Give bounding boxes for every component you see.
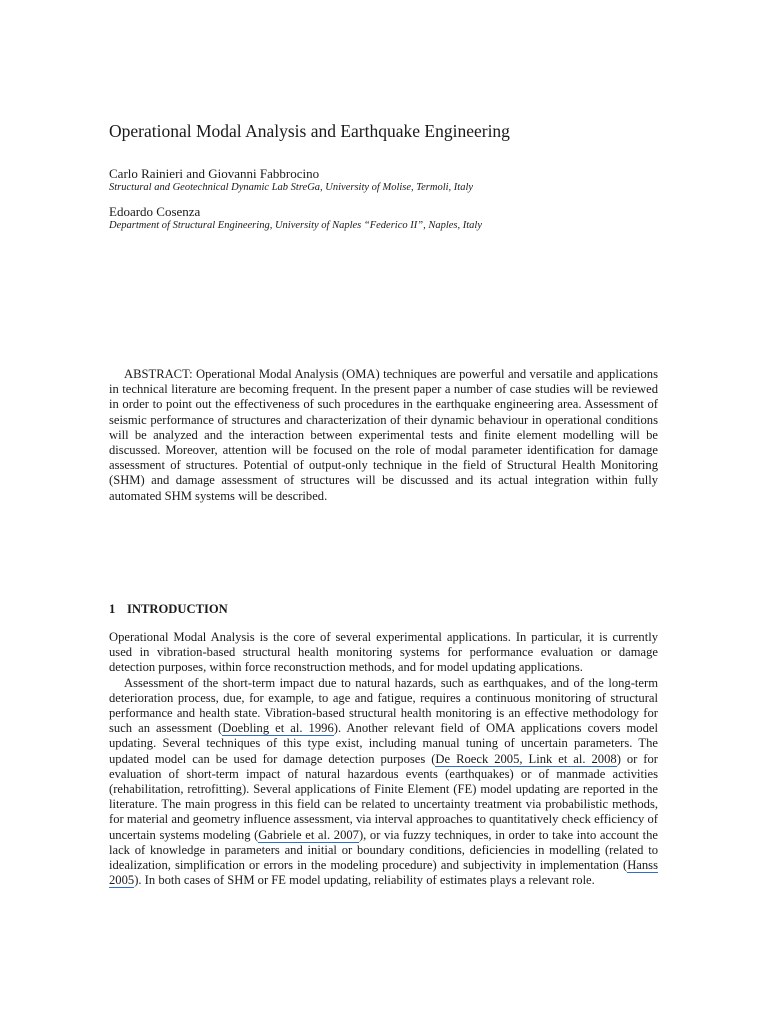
affiliation-line-2: Department of Structural Engineering, University of Naples “Federico II”, Naples, Italy [109,220,482,231]
introduction-body [109,630,658,888]
citation-link-deroeck-link[interactable]: De Roeck 2005, Link et al. 2008 [435,751,617,766]
citation-link-doebling[interactable]: Doebling et al. 1996 [222,721,334,736]
intro-text: ). Another relevant field of OMA applications covers model updating. Several techniques of this type exist, including manual tuning of uncertain parameters. The updated model can be used for damage detection purposes ( [109,721,658,766]
intro-text: Assessment of the short-term impact due to natural hazards, such as earthquakes, and of the long-term deterioration process, due, for example, to age and fatigue, requires a continuous monitoring of structural performance and health state. Vibration-based structural health monitoring is an effective methodology for such an assessment ( [109,675,658,736]
intro-text: ) or for evaluation of short-term impact of natural hazardous events (earthquakes) or of manmade activities (rehabilitation, retrofitting). Several applications of Finite Element (FE) model updating are reported in the literature. The main progress in this field can be related to uncertainty treatment via probabilistic methods, for material and geometry influence assessment, via interval approaches to quantitatively check efficiency of uncertain systems modeling ( [109,751,658,842]
author-line-2: Edoardo Cosenza [109,204,201,219]
citation-link-hanss[interactable]: Hanss 2005 [109,858,658,888]
paper-title: Operational Modal Analysis and Earthquake Engineering [109,121,510,141]
intro-paragraph-1: Operational Modal Analysis is the core of several experimental applications. In particular, it is currently used in vibration-based structural health monitoring systems for performance evaluation or damage detection purposes, within force reconstruction methods, and for model updating applications. [109,630,658,675]
author-line-1: Carlo Rainieri and Giovanni Fabbrocino [109,166,320,181]
abstract: ABSTRACT: Operational Modal Analysis (OMA) techniques are powerful and versatile and applications in technical literature are becoming frequent. In the present paper a number of case studies will be reviewed in order to point out the effectiveness of such procedures in the earthquake engineering area. Assessment of seismic performance of structures and characterization of their dynamic behaviour in operational conditions will be analyzed and the interaction between experimental tests and finite element modelling will be discussed. Moreover, attention will be focused on the role of modal parameter identification for damage assessment of structures. Potential of output-only technique in the field of Structural Health Monitoring (SHM) and damage assessment of structures will be discussed and its actual integration within fully automated SHM systems will be described. [109,367,658,503]
section-heading [109,602,228,617]
intro-paragraph-2 [109,676,658,889]
citation-link-gabriele[interactable]: Gabriele et al. 2007 [258,827,359,842]
section-title: INTRODUCTION [127,602,228,616]
affiliation-line-1: Structural and Geotechnical Dynamic Lab StreGa, University of Molise, Termoli, Italy [109,182,474,193]
intro-text: ), or via fuzzy techniques, in order to take into account the lack of knowledge in parameters and initial or boundary conditions, deficiencies in modelling (related to idealization, simplification or errors in the modeling procedure) and subjectivity in implementation ( [109,827,658,873]
section-number: 1 [109,602,116,616]
intro-text: ). In both cases of SHM or FE model updating, reliability of estimates plays a relevant role. [134,873,595,888]
